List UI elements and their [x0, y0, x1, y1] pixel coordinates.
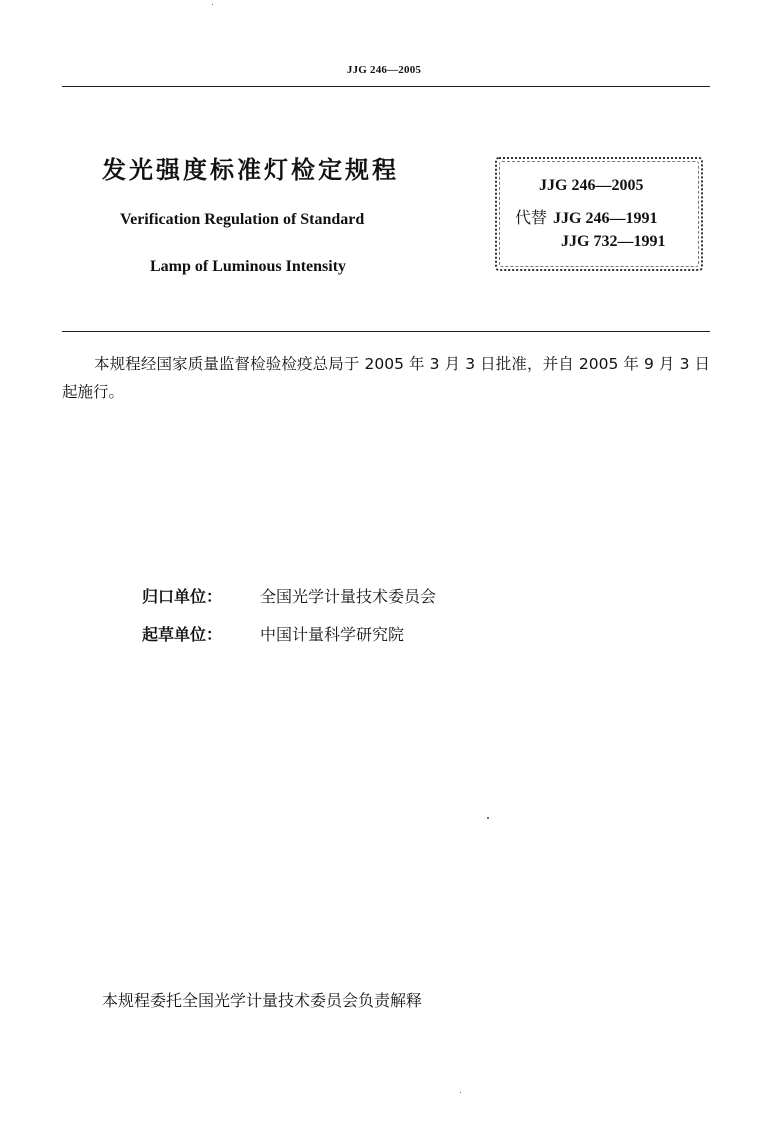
title-english-line-2: Lamp of Luminous Intensity: [150, 258, 347, 275]
replaces-label: 代替: [515, 208, 548, 227]
drafting-unit-label: 起草单位：: [142, 625, 223, 644]
title-english-line-1: Verification Regulation of Standard: [120, 211, 365, 228]
header-rule: [62, 86, 710, 87]
responsible-unit-label: 归口单位：: [142, 587, 223, 606]
drafting-unit-value: 中国计量科学研究院: [260, 625, 405, 644]
current-standard-code: JJG 246—2005: [539, 177, 644, 194]
section-rule: [62, 331, 710, 332]
responsible-unit-row: [142, 584, 436, 607]
header-standard-code: JJG 246—2005: [346, 64, 422, 76]
replaced-standard-line-1: [515, 205, 657, 228]
replaced-standard-code-1: JJG 246—1991: [553, 210, 658, 227]
replaced-standard-code-2: JJG 732—1991: [561, 233, 666, 250]
responsible-unit-value: 全国光学计量技术委员会: [260, 587, 437, 606]
drafting-unit-row: [142, 622, 404, 645]
scan-speck: [460, 1092, 461, 1093]
title-chinese: 发光强度标准灯检定规程: [102, 156, 399, 184]
scan-speck: [487, 817, 489, 819]
scan-speck: [212, 4, 213, 5]
interpretation-note: 本规程委托全国光学计量技术委员会负责解释: [102, 991, 423, 1010]
standard-code-box: [495, 157, 703, 271]
approval-statement: 本规程经国家质量监督检验检疫总局于 2005 年 3 月 3 日批准，并自 2005 年 9 月 3 日起施行。: [62, 355, 710, 401]
